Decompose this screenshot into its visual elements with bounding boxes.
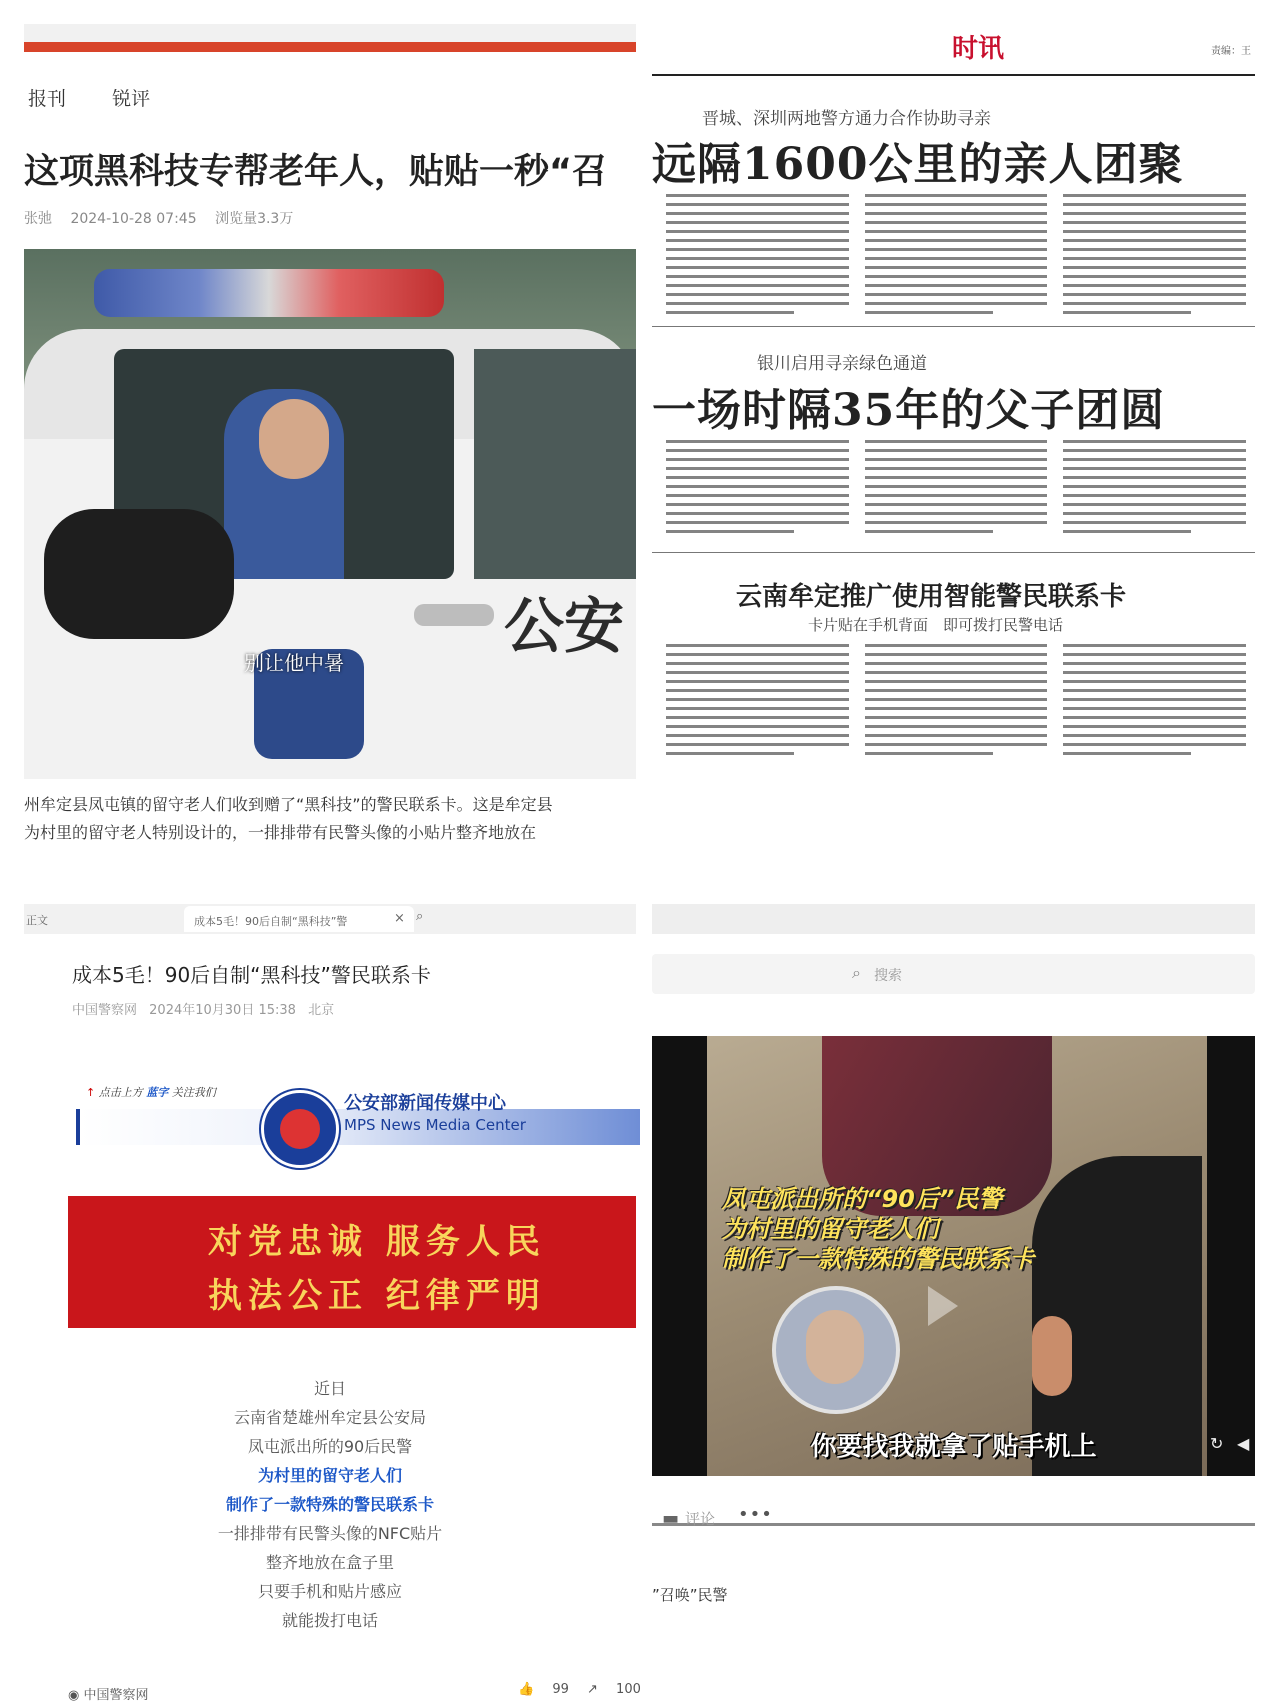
article-title: 成本5毛！90后自制“黑科技”警民联系卡	[72, 963, 431, 987]
article-source[interactable]: 中国警察网	[72, 1003, 138, 1018]
body-line: 云南省楚雄州牟定县公安局	[233, 1408, 426, 1427]
body-line: 只要手机和贴片感应	[257, 1582, 402, 1601]
search-bar[interactable]	[652, 954, 1255, 994]
view-count: 浏览量3.3万	[215, 211, 294, 227]
slogan-line: 执法公正 纪律严明	[208, 1276, 546, 1316]
avatar: ◉	[68, 1688, 84, 1703]
media-center-name-en: MPS News Media Center	[344, 1116, 526, 1134]
replay-icon[interactable]: ↻	[1210, 1434, 1224, 1453]
volume-icon[interactable]: ◀	[1237, 1434, 1250, 1453]
body-line: 一排排带有民警头像的NFC贴片	[217, 1524, 443, 1543]
video-caption: 凤屯派出所的“90后”民警 为村里的留守老人们 制作了一款特殊的警民联系卡	[722, 1185, 1034, 1273]
slogan-line: 对党忠诚 服务人民	[208, 1222, 546, 1262]
play-icon[interactable]	[928, 1286, 958, 1326]
more-options-icon[interactable]: •••	[738, 1504, 773, 1525]
follow-link[interactable]: 蓝字	[146, 1086, 169, 1099]
article-date: 2024年10月30日 15:38	[149, 1003, 296, 1018]
side-mirror	[44, 509, 234, 639]
video-player[interactable]	[652, 1036, 1255, 1476]
video-subtitle: 别让他中暑	[244, 651, 344, 675]
engagement-bar	[504, 1682, 641, 1697]
story3-body-columns	[666, 644, 1246, 761]
video-subtitle: 你要找我就拿了贴手机上	[810, 1432, 1097, 1462]
truncated-title: ”召唤”民警	[652, 1586, 728, 1604]
article-body-line: 州牟定县凤屯镇的留守老人们收到赠了“黑科技”的警民联系卡。这是牟定县	[24, 795, 553, 814]
close-icon[interactable]: ×	[394, 911, 405, 926]
editor-credit: 责编：王	[1211, 46, 1251, 57]
article-meta	[24, 208, 307, 228]
body-line: 近日	[313, 1379, 346, 1398]
nfc-card-photo	[772, 1286, 900, 1414]
comment-icon: ▬	[662, 1508, 680, 1529]
comment-button[interactable]: ▬ 评论	[662, 1508, 716, 1529]
video-post-bottom-right	[652, 904, 1255, 1704]
nav-tab-newspaper[interactable]: 报刊	[28, 88, 67, 110]
media-center-name-cn: 公安部新闻传媒中心	[344, 1093, 506, 1114]
tab-active-label: 成本5毛！90后自制“黑科技”警	[194, 915, 348, 928]
red-header-bar	[24, 42, 636, 52]
body-line: 整齐地放在盒子里	[265, 1553, 394, 1572]
publish-datetime: 2024-10-28 07:45	[70, 211, 197, 227]
police-car-photo[interactable]	[24, 249, 636, 772]
follow-prompt: ↑ 点击上方 蓝字 关注我们	[86, 1086, 216, 1099]
body-line-highlight: 制作了一款特殊的警民联系卡	[225, 1495, 434, 1514]
newspaper-masthead	[652, 24, 1255, 74]
article-headline: 这项黑科技专帮老年人，贴贴一秒“召	[24, 152, 608, 192]
story2-kicker: 银川启用寻亲绿色通道	[757, 354, 927, 374]
browser-tab-bar	[652, 904, 1255, 934]
body-line: 凤屯派出所的90后民警	[247, 1437, 413, 1456]
article-body	[24, 1374, 636, 1635]
section-title: 时讯	[952, 34, 1005, 64]
body-line: 就能拨打电话	[281, 1611, 378, 1630]
story1-headline: 远隔1600公里的亲人团聚	[652, 139, 1184, 190]
search-icon[interactable]: ⌕	[416, 909, 424, 924]
police-emblem-icon	[261, 1090, 339, 1168]
newspaper-page-top-right	[652, 24, 1255, 854]
like-button[interactable]: 👍 99	[518, 1682, 569, 1697]
section-nav	[28, 84, 190, 111]
search-icon: ⌕	[852, 963, 861, 982]
story3-deck: 卡片贴在手机背面 即可拨打民警电话	[808, 616, 1064, 634]
story2-body-columns	[666, 440, 1246, 539]
author: 张弛	[24, 211, 52, 227]
story2-headline: 一场时隔35年的父子团圆	[652, 385, 1166, 436]
nav-tab-commentary[interactable]: 锐评	[112, 88, 151, 110]
article-meta	[72, 999, 342, 1018]
arrow-up-icon: ↑	[86, 1086, 96, 1099]
tab-active[interactable]	[184, 906, 414, 932]
browser-tab-bar	[24, 904, 636, 934]
article-location: 北京	[308, 1003, 335, 1018]
search-placeholder: 搜索	[874, 968, 902, 984]
tab-previous[interactable]: 正文	[26, 914, 48, 927]
share-button[interactable]: ↗ 100	[587, 1682, 641, 1697]
story1-kicker: 晋城、深圳两地警方通力合作协助寻亲	[702, 109, 991, 129]
slogan-banner	[68, 1196, 636, 1328]
article-body-line: 为村里的留守老人特别设计的，一排排带有民警头像的小贴片整齐地放在	[24, 823, 537, 842]
story1-body-columns	[666, 194, 1246, 320]
browser-top-strip	[24, 24, 636, 42]
car-door-lettering: 公安	[504, 592, 624, 662]
police-light-bar	[94, 269, 444, 317]
article-screenshot-top-left	[24, 24, 636, 854]
wechat-article-bottom-left	[24, 904, 641, 1704]
story3-headline: 云南牟定推广使用智能警民联系卡	[736, 582, 1127, 612]
footer-source[interactable]: ◉ 中国警察网	[68, 1688, 149, 1703]
body-line-highlight: 为村里的留守老人们	[257, 1466, 402, 1485]
